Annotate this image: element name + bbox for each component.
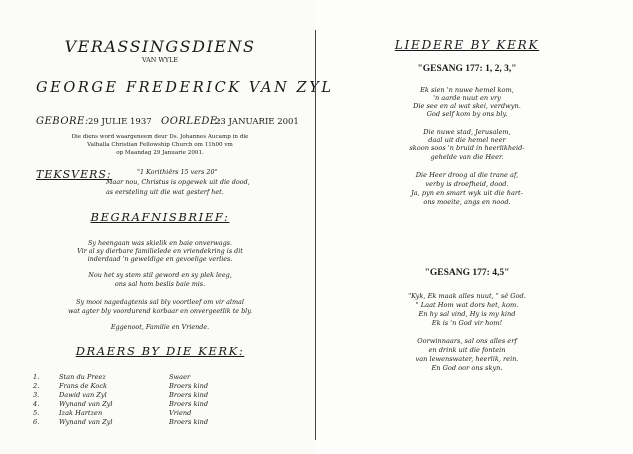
- left-page: [0, 0, 316, 454]
- bearer-name: Izak Hartzen: [59, 409, 103, 417]
- died-date: 23 JANUARIE 2001: [215, 117, 299, 127]
- bearer-relation: Broers kind: [169, 418, 209, 426]
- hymn-1-title: "GESANG 177: 1, 2, 3,": [417, 64, 517, 74]
- service-title: VERASSINGSDIENS: [64, 37, 256, 56]
- hymn-2-title: "GESANG 177: 4,5": [424, 268, 510, 278]
- hymn-2-line-3: En hy sal vind, Hy is my kind: [418, 310, 516, 318]
- bearer-relation: Broers kind: [169, 400, 209, 408]
- bearer-name: Wynand van Zyl: [59, 400, 113, 408]
- bearer-relation: Swaer: [169, 373, 191, 381]
- hymn-2-line-4: Ek is 'n God vir hom!: [431, 319, 503, 327]
- hymn-1-line-6: daal uit die hemel neer: [428, 136, 506, 144]
- bearer-name: Wynand van Zyl: [59, 418, 113, 426]
- hymn-2-line-2: " Laat Hom wat dors het, kom.: [415, 301, 519, 309]
- bearer-name: Frans de Kock: [59, 382, 108, 390]
- funeral-letter-heading: BEGRAFNISBRIEF:: [90, 210, 230, 224]
- text-verse-ref: "1 Korithiërs 15 vers 20": [137, 168, 218, 176]
- letter-line-6: Sy mooi nagedagtenis sal bly voortleef om vir almal: [76, 298, 244, 306]
- hymn-2-line-1: "Kyk, Ek maak alles nuut, " sê God.: [408, 292, 526, 300]
- bearer-name: Dawid van Zyl: [59, 391, 107, 399]
- died-label: OORLEDE:: [161, 116, 222, 127]
- hymn-1-line-9: Die Heer droog al die trane af,: [415, 171, 519, 179]
- letter-line-1: Sy heengaan was skielik en baie onverwags.: [87, 239, 232, 247]
- born-date: 29 JULIE 1937: [88, 117, 152, 127]
- bearer-relation: Vriend: [169, 409, 192, 417]
- letter-line-5: ons sal hom beslis baie mis.: [114, 280, 206, 288]
- hymn-1-line-8: gehelde van die Heer.: [430, 153, 504, 161]
- bearers-heading: DRAERS BY DIE KERK:: [75, 344, 245, 358]
- letter-line-4: Nou het sy stem stil geword en sy plek leeg,: [88, 271, 232, 279]
- service-line-2: Valhalla Christian Fellowship Church om 11h00 vm: [87, 142, 233, 148]
- bearer-number: 2.: [33, 382, 40, 390]
- bearer-number: 3.: [33, 391, 40, 399]
- bearer-number: 4.: [33, 400, 40, 408]
- hymn-1-line-1: Ek sien 'n nuwe hemel kom,: [420, 86, 514, 94]
- text-verse-label: TEKSVERS:: [36, 168, 112, 181]
- letter-signoff: Eggenoot, Familie en Vriende.: [110, 323, 210, 331]
- hymn-2-line-6: en drink uit die fontein: [428, 346, 506, 354]
- hymn-1-line-5: Die nuwe stad, Jerusalem,: [423, 128, 511, 136]
- hymn-1-line-2: 'n aarde nuut en vry: [433, 94, 501, 102]
- bearer-number: 1.: [33, 373, 40, 381]
- hymn-2-line-8: En God oor ons skyn.: [431, 364, 503, 372]
- hymn-1-line-12: ons moeite, angs en nood.: [423, 198, 511, 206]
- hymn-1-line-10: verby is droefheid, dood.: [425, 180, 509, 188]
- bearer-number: 5.: [33, 409, 40, 417]
- hymn-1-line-3: Die see en al wat skei, verdwyn.: [413, 102, 521, 110]
- hymn-1-line-11: Ja, pyn en smart wyk uit die hart-: [411, 189, 523, 197]
- text-verse-line-1: Maar nou, Christus is opgewek uit die dood,: [106, 178, 250, 186]
- service-line-1: Die diens word waargeneem deur Ds. Johannes Aucamp in die: [71, 134, 249, 140]
- hymn-1-line-7: skoon soos 'n bruid in heerlikheid-: [409, 144, 525, 152]
- service-subtitle: VAN WYLE: [141, 56, 179, 64]
- bearer-name: Stan du Preez: [59, 373, 106, 381]
- letter-line-2: Vir al sy dierbare familielede en vriendekring is dit: [77, 247, 243, 255]
- bearer-number: 6.: [33, 418, 40, 426]
- letter-line-3: inderdaad 'n geweldige en gevoelige verlies.: [87, 255, 233, 263]
- hymn-1-line-4: God self kom by ons bly.: [426, 110, 508, 118]
- bearer-relation: Broers kind: [169, 391, 209, 399]
- deceased-name: GEORGE FREDERICK VAN ZYL: [36, 80, 334, 96]
- letter-line-7: wat agter bly voordurend korbaar en onvergeetlik te bly.: [67, 307, 253, 315]
- born-label: GEBORE:: [36, 116, 89, 127]
- bearer-relation: Broers kind: [169, 382, 209, 390]
- service-line-3: op Maandag 29 Januarie 2001.: [116, 150, 204, 156]
- hymns-heading: LIEDERE BY KERK: [394, 38, 540, 52]
- text-verse-line-2: as eersteling uit die wat gesterf het.: [106, 188, 224, 196]
- hymn-2-line-7: van lewenswater, heerlik, rein.: [415, 355, 519, 363]
- hymn-2-line-5: Oorwinnaars, sal ons alles erf: [417, 337, 517, 345]
